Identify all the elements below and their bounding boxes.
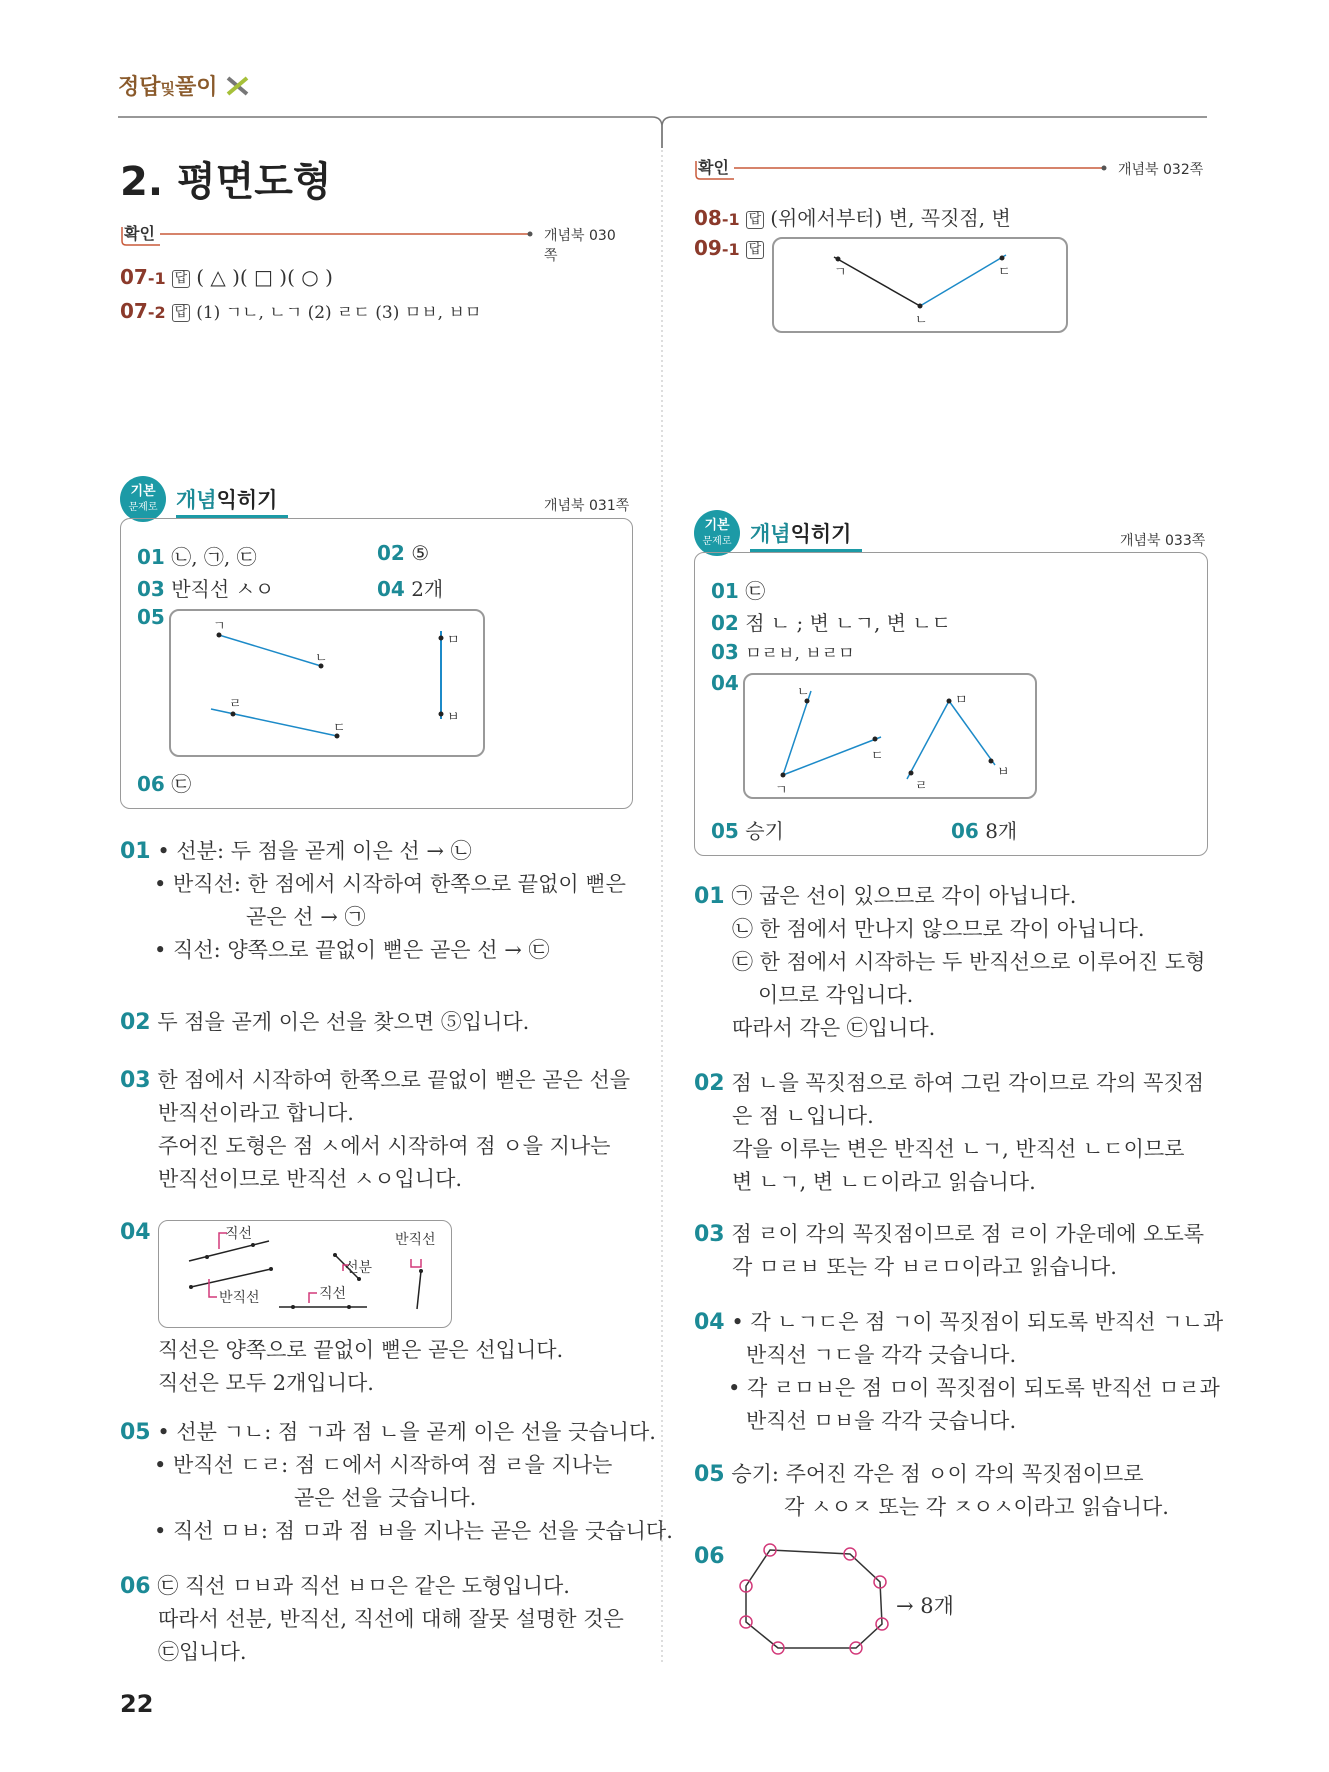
b-answer-05 (137, 605, 165, 629)
answer-text: (1) ㄱㄴ, ㄴㄱ (2) ㄹㄷ (3) ㅁㅂ, ㅂㅁ (196, 303, 482, 323)
octagon-result: → 8개 (896, 1594, 954, 1618)
e-line: • 직선 ㅁㅂ: 점 ㅁ과 점 ㅂ을 지나는 곧은 선을 긋습니다. (154, 1519, 673, 1543)
answer-badge: 답 (172, 270, 191, 288)
brand-text-b: 및 (160, 80, 176, 98)
e-num: 01 (694, 884, 725, 909)
basic-ref-right: 개념북 033쪽 (1120, 533, 1206, 549)
check-bar-left (120, 221, 628, 264)
brand-text-a: 정답 (118, 75, 161, 100)
label-b: ㅂ (447, 710, 460, 725)
explain-05-right (694, 1458, 1169, 1524)
a-num: 01 (711, 579, 739, 603)
label-n: ㄴ (915, 313, 928, 328)
q-sub: -1 (147, 269, 166, 288)
e-line: • 직선: 양쪽으로 끝없이 뻗은 곧은 선 → ㉢ (154, 938, 550, 962)
explain-03-left (120, 1064, 630, 1196)
e-line: 은 점 ㄴ입니다. (732, 1104, 874, 1128)
explain-03-right (694, 1218, 1204, 1284)
q-sub: -2 (147, 303, 166, 322)
a-text: ㉢ (171, 772, 192, 796)
b-answer-06 (951, 815, 1017, 844)
tag-a: 기본 (704, 518, 730, 533)
label-g: ㄱ (834, 265, 847, 280)
basic-title-left (176, 484, 277, 514)
q-num: 09 (694, 236, 722, 260)
fig-09-1 (772, 237, 1068, 333)
e-line: • 반직선: 한 점에서 시작하여 한쪽으로 끝없이 뻗은 (154, 872, 626, 896)
explain-06-left (120, 1570, 624, 1669)
e-line: 각을 이루는 변은 반직선 ㄴㄱ, 반직선 ㄴㄷ이므로 (732, 1137, 1185, 1161)
q-num: 07 (120, 299, 148, 323)
e-num: 02 (694, 1071, 725, 1096)
label-ray-1: 반직선 (219, 1290, 260, 1306)
label-ray-2: 반직선 (395, 1232, 436, 1248)
label-n: ㄴ (797, 685, 810, 700)
check-ref: 개념북 030쪽 (544, 228, 616, 264)
e-line: 한 점에서 시작하여 한쪽으로 끝없이 뻗은 곧은 선을 (157, 1068, 631, 1092)
b-answer-01 (137, 541, 257, 570)
q-num: 08 (694, 206, 722, 230)
label-line-1: 직선 (225, 1226, 253, 1242)
a-num: 04 (711, 671, 739, 695)
e-num: 03 (694, 1222, 725, 1247)
basic-box-left (120, 518, 633, 809)
title-a: 개념 (176, 488, 217, 512)
e-line: 직선은 모두 2개입니다. (158, 1371, 374, 1395)
basic-title-right (750, 518, 851, 548)
fig-04-right (743, 673, 1037, 799)
page-number: 22 (120, 1690, 154, 1718)
e-line: ㉢ 직선 ㅁㅂ과 직선 ㅂㅁ은 같은 도형입니다. (157, 1574, 570, 1598)
e-line: 직선은 양쪽으로 끝없이 뻗은 곧은 선입니다. (158, 1338, 564, 1362)
e-line: ㉢입니다. (158, 1640, 247, 1664)
e-num: 06 (120, 1574, 151, 1599)
a-num: 05 (137, 605, 165, 629)
label-segment: 선분 (345, 1260, 373, 1276)
a-num: 05 (711, 819, 739, 843)
check-label: 확인 (698, 158, 729, 177)
page-title: 2. 평면도형 (120, 159, 332, 205)
b-answer-04 (711, 671, 739, 695)
b-answer-01 (711, 575, 765, 604)
a-text: 반직선 ㅅㅇ (171, 577, 275, 601)
a-num: 06 (951, 819, 979, 843)
e-line: 따라서 선분, 반직선, 직선에 대해 잘못 설명한 것은 (158, 1607, 624, 1631)
b-answer-06 (137, 768, 191, 797)
label-r: ㄹ (915, 779, 928, 794)
e-line: 두 점을 곧게 이은 선을 찾으면 ⑤입니다. (157, 1010, 530, 1034)
b-answer-03 (711, 639, 855, 664)
title-a: 개념 (750, 522, 791, 546)
basic-tag-right (694, 510, 740, 556)
tag-a: 기본 (130, 484, 156, 499)
answer-badge: 답 (746, 211, 765, 229)
answer-08-1 (694, 202, 1011, 231)
q-sub: -1 (721, 240, 740, 259)
q-sub: -1 (721, 210, 740, 229)
e-line: ㉡ 한 점에서 만나지 않으므로 각이 아닙니다. (732, 917, 1145, 941)
e-line: • 각 ㄴㄱㄷ은 점 ㄱ이 꼭짓점이 되도록 반직선 ㄱㄴ과 (731, 1310, 1224, 1334)
basic-ref-left: 개념북 031쪽 (544, 498, 630, 514)
explain-04-right (694, 1306, 1223, 1438)
a-text: ㉢ (745, 579, 766, 603)
e-num: 03 (120, 1068, 151, 1093)
b-answer-03 (137, 573, 274, 602)
label-b: ㅂ (997, 765, 1010, 780)
label-d: ㄷ (333, 721, 346, 736)
a-num: 01 (137, 545, 165, 569)
e-line: 각 ㅁㄹㅂ 또는 각 ㅂㄹㅁ이라고 읽습니다. (732, 1255, 1117, 1279)
fig-04-angles (745, 675, 1035, 797)
tag-b: 문제로 (702, 536, 732, 547)
answer-07-2 (120, 298, 481, 323)
a-num: 03 (137, 577, 165, 601)
e-num: 05 (694, 1462, 725, 1487)
a-num: 06 (137, 772, 165, 796)
e-line: 각 ㅅㅇㅈ 또는 각 ㅈㅇㅅ이라고 읽습니다. (784, 1495, 1169, 1519)
b-answer-04 (377, 573, 443, 602)
basic-tag-left (120, 476, 166, 522)
title-b: 익히기 (790, 522, 852, 546)
e-line: 점 ㄹ이 각의 꼭짓점이므로 점 ㄹ이 가운데에 오도록 (731, 1222, 1205, 1246)
e-line: • 각 ㄹㅁㅂ은 점 ㅁ이 꼭짓점이 되도록 반직선 ㅁㄹ과 (728, 1376, 1220, 1400)
b-answer-05 (711, 815, 784, 844)
a-text: ㅁㄹㅂ, ㅂㄹㅁ (745, 644, 855, 664)
e-line: 곧은 선을 긋습니다. (294, 1486, 477, 1510)
label-g: ㄱ (775, 783, 788, 798)
a-text: 2개 (411, 577, 444, 601)
e-line: 곧은 선 → ㉠ (246, 905, 366, 929)
e-num: 02 (120, 1010, 151, 1035)
label-m: ㅁ (955, 693, 968, 708)
label-r: ㄹ (229, 697, 242, 712)
e-line: 반직선이라고 합니다. (158, 1101, 354, 1125)
e-num: 05 (120, 1420, 151, 1445)
b-answer-02 (377, 541, 429, 565)
brand-text-c: 풀이 (175, 75, 218, 100)
explain-04-left (158, 1334, 563, 1400)
a-text: ㉡, ㉠, ㉢ (171, 545, 257, 569)
e-line: 변 ㄴㄱ, 변 ㄴㄷ이라고 읽습니다. (732, 1170, 1036, 1194)
check-bar-line (120, 221, 540, 247)
e-line: 이므로 각입니다. (758, 983, 914, 1007)
label-d: ㄷ (871, 749, 884, 764)
explain-01-right (694, 880, 1205, 1045)
explain-01-left (120, 835, 626, 967)
e-line: 반직선이므로 반직선 ㅅㅇ입니다. (158, 1167, 463, 1191)
explain-04-num: 04 (120, 1220, 151, 1245)
label-g: ㄱ (213, 619, 226, 634)
octagon-figure (720, 1540, 900, 1660)
e-line: 따라서 각은 ㉢입니다. (732, 1016, 936, 1040)
check-ref: 개념북 032쪽 (1118, 162, 1204, 178)
e-line: ㉢ 한 점에서 시작하는 두 반직선으로 이루어진 도형 (732, 950, 1206, 974)
label-line-2: 직선 (319, 1286, 347, 1302)
basic-box-right (694, 552, 1208, 856)
a-num: 02 (711, 611, 739, 635)
e-line: • 선분 ㄱㄴ: 점 ㄱ과 점 ㄴ을 곧게 이은 선을 긋습니다. (157, 1420, 656, 1444)
q-num: 07 (120, 265, 148, 289)
explain-02-right (694, 1067, 1204, 1199)
tag-b: 문제로 (128, 502, 158, 513)
b-answer-02 (711, 607, 951, 636)
answer-text: (위에서부터) 변, 꼭짓점, 변 (770, 206, 1011, 230)
label-d: ㄷ (998, 265, 1011, 280)
explain-05-left (120, 1416, 673, 1548)
e-line: 반직선 ㄱㄷ을 각각 긋습니다. (746, 1343, 1017, 1367)
e-line: 주어진 도형은 점 ㅅ에서 시작하여 점 ㅇ을 지나는 (158, 1134, 611, 1158)
answer-badge: 답 (172, 304, 191, 322)
a-num: 04 (377, 577, 405, 601)
e-line: 점 ㄴ을 꼭짓점으로 하여 그린 각이므로 각의 꼭짓점 (731, 1071, 1205, 1095)
fig-05-left (169, 609, 485, 757)
answer-badge: 답 (746, 241, 765, 259)
e-line: 승기: 주어진 각은 점 ㅇ이 각의 꼭짓점이므로 (731, 1462, 1144, 1486)
fig-04-left (158, 1220, 452, 1328)
label-m: ㅁ (447, 633, 460, 648)
a-text: 8개 (985, 819, 1018, 843)
check-bar-right (694, 155, 1208, 181)
a-num: 03 (711, 640, 739, 664)
e-num: 04 (694, 1310, 725, 1335)
title-b: 익히기 (216, 488, 278, 512)
check-bar-line (694, 155, 1114, 181)
a-text: ⑤ (411, 541, 430, 565)
label-n: ㄴ (315, 651, 328, 666)
answer-07-1 (120, 265, 333, 289)
explain-02-left (120, 1006, 529, 1039)
a-num: 02 (377, 541, 405, 565)
a-text: 승기 (745, 819, 784, 843)
a-text: 점 ㄴ ; 변 ㄴㄱ, 변 ㄴㄷ (745, 611, 952, 635)
answer-09-1 (694, 236, 770, 260)
e-line: ㉠ 굽은 선이 있으므로 각이 아닙니다. (731, 884, 1077, 908)
e-line: • 반직선 ㄷㄹ: 점 ㄷ에서 시작하여 점 ㄹ을 지나는 (154, 1453, 613, 1477)
check-label: 확인 (124, 224, 155, 243)
e-num: 01 (120, 839, 151, 864)
e-line: • 선분: 두 점을 곧게 이은 선 → ㉡ (157, 839, 472, 863)
e-line: 반직선 ㅁㅂ을 각각 긋습니다. (746, 1409, 1017, 1433)
explain-06-num: 06 (694, 1544, 725, 1569)
answer-text: ( △ )( □ )( ○ ) (196, 265, 333, 289)
